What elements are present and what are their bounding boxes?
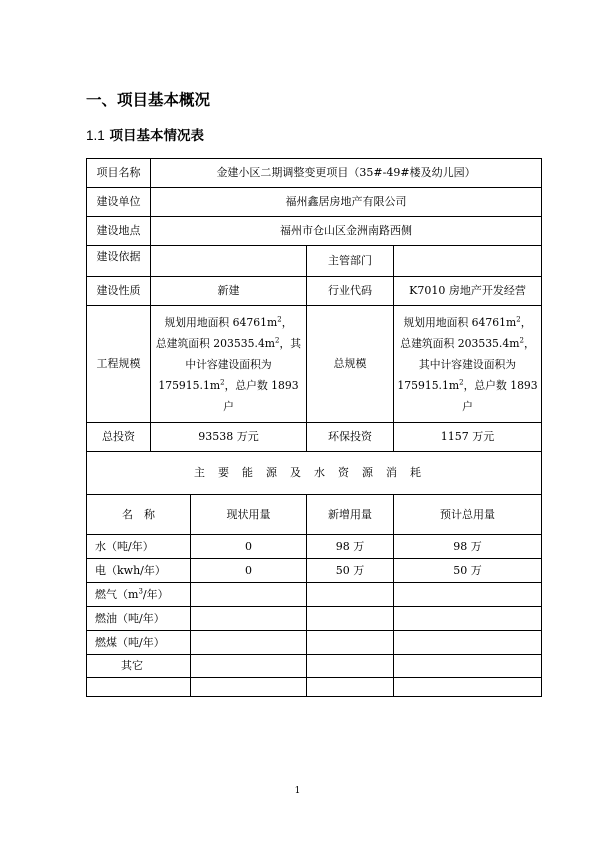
table-row <box>87 678 542 697</box>
energy-item-added <box>307 607 394 631</box>
energy-item-total <box>394 631 542 655</box>
table-row <box>87 655 542 678</box>
subsection-title: 项目基本情况表 <box>109 128 204 144</box>
table-row <box>87 306 542 423</box>
nature-value: 新建 <box>151 277 307 306</box>
table-cell <box>394 678 542 697</box>
energy-item-added <box>307 655 394 678</box>
table-row <box>87 159 542 188</box>
energy-item-added: 50 万 <box>307 559 394 583</box>
energy-item-current <box>191 655 307 678</box>
table-row <box>87 217 542 246</box>
energy-item-total: 50 万 <box>394 559 542 583</box>
table-row <box>87 452 542 495</box>
table-row <box>87 583 542 607</box>
subsection-number: 1.1 <box>86 128 105 143</box>
site-label: 建设地点 <box>87 217 151 246</box>
energy-item-current <box>191 583 307 607</box>
energy-item-total <box>394 583 542 607</box>
table-row <box>87 631 542 655</box>
energy-item-added <box>307 583 394 607</box>
energy-item-name: 燃油（吨/年） <box>87 607 191 631</box>
table-row <box>87 423 542 452</box>
energy-item-current: 0 <box>191 559 307 583</box>
energy-item-current: 0 <box>191 535 307 559</box>
table-cell <box>307 678 394 697</box>
table-row <box>87 277 542 306</box>
energy-item-name: 燃煤（吨/年） <box>87 631 191 655</box>
total-scale-label: 总规模 <box>307 306 394 423</box>
industry-value: K7010 房地产开发经营 <box>394 277 542 306</box>
energy-header-added: 新增用量 <box>307 495 394 535</box>
energy-item-current <box>191 631 307 655</box>
env-value: 1157 万元 <box>394 423 542 452</box>
energy-item-total: 98 万 <box>394 535 542 559</box>
scale-value: 规划用地面积 $64761m^2$， 总建筑面积 $203535.4m^2$，其 中计容建设面积为 $175915.1m^2$，总户数 1893 户 <box>151 306 307 423</box>
table-row <box>87 559 542 583</box>
energy-header-total: 预计总用量 <box>394 495 542 535</box>
energy-item-current <box>191 607 307 631</box>
energy-item-name: 电（kwh/年） <box>87 559 191 583</box>
energy-item-added: 98 万 <box>307 535 394 559</box>
nature-label: 建设性质 <box>87 277 151 306</box>
table-row <box>87 188 542 217</box>
energy-title: 主要能源及水资源消耗 <box>87 452 542 495</box>
section-heading: 一、项目基本概况 <box>86 90 211 109</box>
table-row <box>87 607 542 631</box>
total-scale-value: 规划用地面积 $64761m^2$， 总建筑面积 $203535.4m^2$， 其中计容建设面积为 $175915.1m^2$，总户数 1893 户 <box>394 306 542 423</box>
project-info-table <box>86 158 542 697</box>
name-label: 项目名称 <box>87 159 151 188</box>
subsection-heading <box>86 124 204 144</box>
unit-label: 建设单位 <box>87 188 151 217</box>
energy-item-name: 水（吨/年） <box>87 535 191 559</box>
energy-item-added <box>307 631 394 655</box>
table-row <box>87 535 542 559</box>
table-row <box>87 246 542 277</box>
dept-label: 主管部门 <box>307 246 394 277</box>
page-number: 1 <box>294 786 301 796</box>
investment-label: 总投资 <box>87 423 151 452</box>
industry-label: 行业代码 <box>307 277 394 306</box>
energy-header-name: 名 称 <box>87 495 191 535</box>
env-label: 环保投资 <box>307 423 394 452</box>
energy-item-name: 其它 <box>87 655 191 678</box>
unit-value: 福州鑫居房地产有限公司 <box>151 188 542 217</box>
energy-item-total <box>394 607 542 631</box>
basis-label: 建设依据 <box>87 246 151 277</box>
dept-value <box>394 246 542 277</box>
energy-item-total <box>394 655 542 678</box>
table-cell <box>87 678 191 697</box>
energy-item-name: 燃气（$m^3/$年） <box>87 583 191 607</box>
basis-value <box>151 246 307 277</box>
table-row <box>87 495 542 535</box>
scale-label: 工程规模 <box>87 306 151 423</box>
table-cell <box>191 678 307 697</box>
site-value: 福州市仓山区金洲南路西侧 <box>151 217 542 246</box>
investment-value: 93538 万元 <box>151 423 307 452</box>
name-value: 金建小区二期调整变更项目（35#-49#楼及幼儿园） <box>151 159 542 188</box>
energy-header-current: 现状用量 <box>191 495 307 535</box>
